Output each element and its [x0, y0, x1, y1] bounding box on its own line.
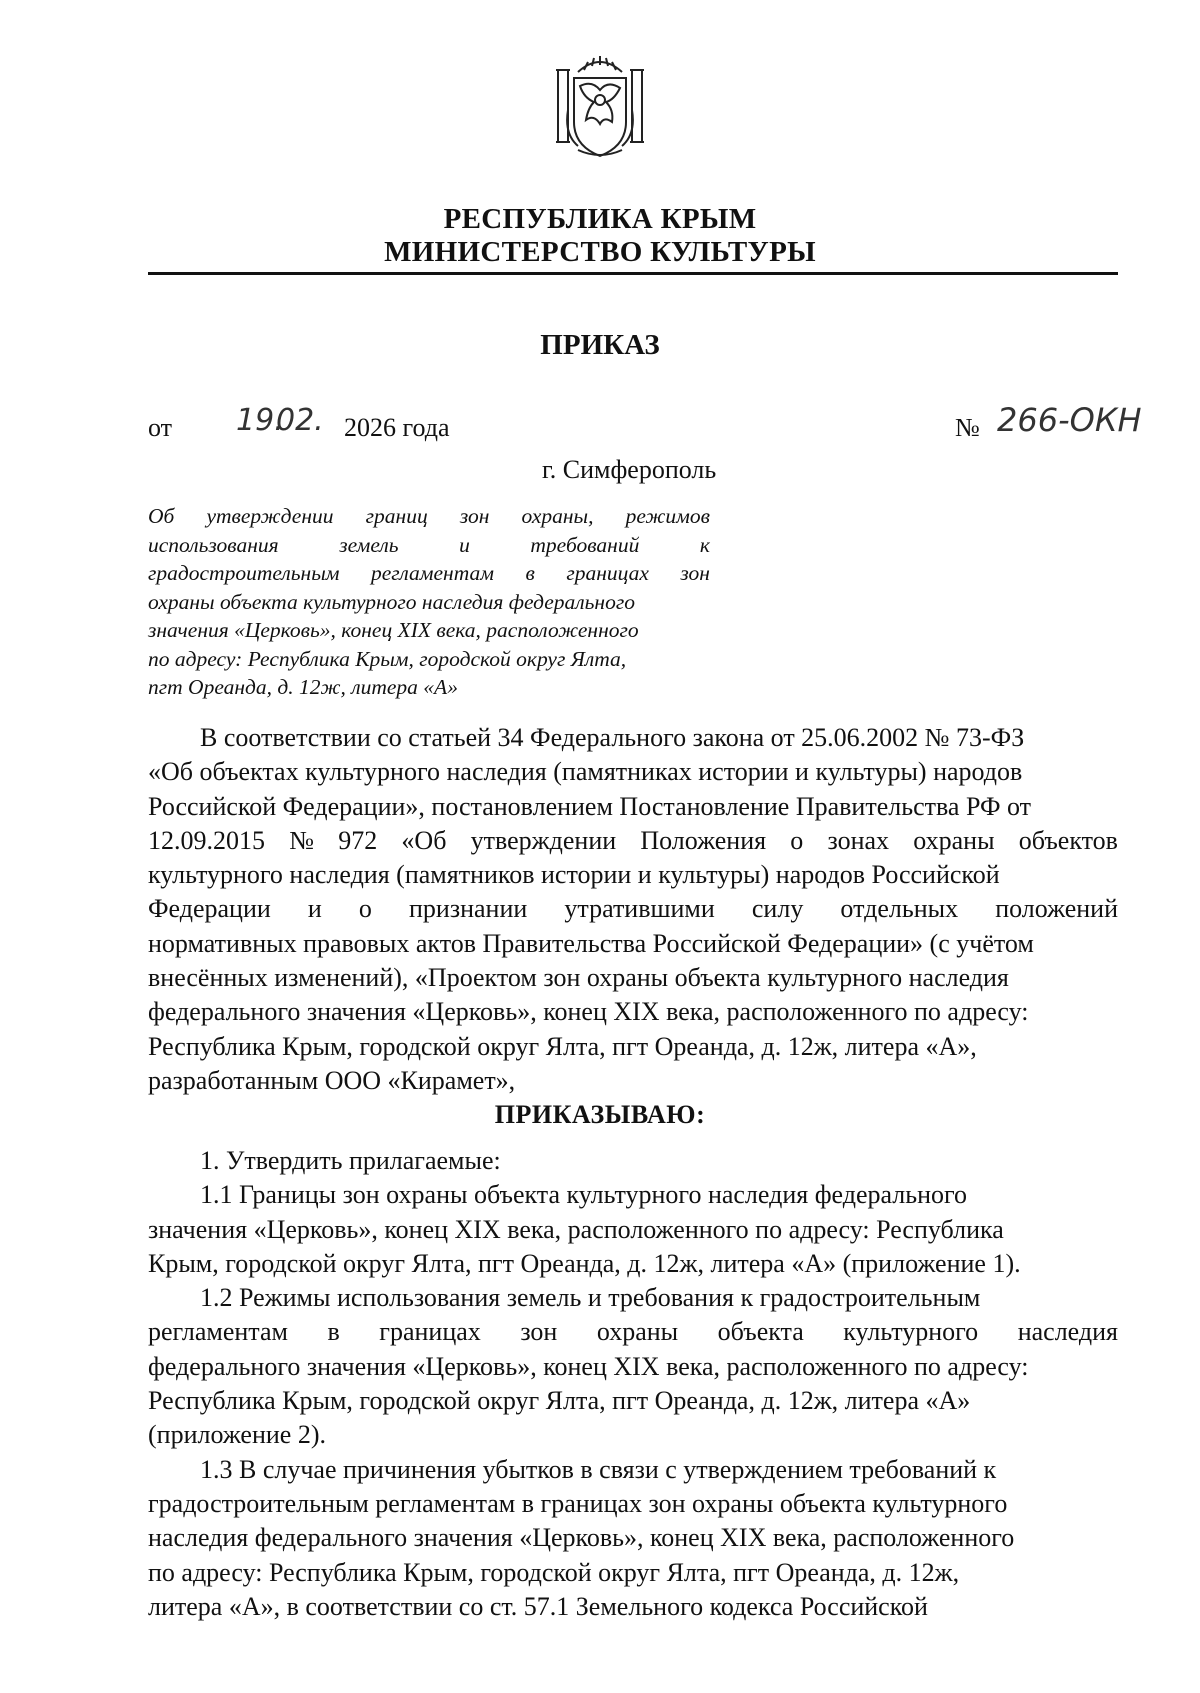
line-text: зонах — [827, 825, 890, 855]
text-line — [148, 1556, 1118, 1590]
line-text: пгт Ореанда, д. 12ж, литера «А» — [148, 675, 458, 699]
line-text: (приложение 2). — [148, 1420, 327, 1450]
text-line — [148, 1521, 1118, 1555]
line-text: Положения — [640, 825, 767, 855]
city-label: г. Симферополь — [542, 455, 717, 484]
line-text: использования — [148, 532, 279, 557]
line-text: в — [327, 1317, 340, 1347]
line-text: наследия федерального значения «Церковь», конец XIX века, расположенного — [148, 1523, 1015, 1553]
line-text: нормативных правовых актов Правительства Российской Федерации» (с учётом — [148, 928, 1034, 958]
year-text: 2026 года — [344, 413, 450, 442]
line-text: Республика Крым, городской округ Ялта, пгт Ореанда, д. 12ж, литера «А», — [148, 1031, 977, 1061]
line-text: Федерации — [148, 894, 271, 924]
line-text: «Об — [401, 825, 447, 855]
line-text: градостроительным — [148, 561, 340, 585]
republic-heading: РЕСПУБЛИКА КРЫМ — [443, 203, 757, 235]
line-text: зон — [459, 504, 490, 528]
line-text: положений — [995, 894, 1118, 924]
from-label: от — [148, 413, 173, 442]
line-text: охраны, — [521, 504, 594, 528]
line-text: в — [525, 561, 535, 585]
line-text: Об — [148, 504, 175, 528]
line-text: регламентам — [370, 561, 494, 585]
text-line — [148, 588, 710, 617]
line-text: Российской Федерации», постановлением Постановление Правительства РФ от — [148, 791, 1032, 821]
line-text: утверждении — [206, 504, 334, 528]
line-text: охраны объекта культурного наследия федерального — [148, 589, 635, 614]
line-text: охраны — [913, 825, 995, 855]
line-text: земель — [339, 532, 399, 557]
line-text: и — [459, 532, 470, 557]
line-text: 1.1 Границы зон охраны объекта культурного наследия федерального — [200, 1180, 968, 1210]
line-text: по адресу: Республика Крым, городской округ Ялта, — [148, 646, 627, 671]
line-text: Крым, городской округ Ялта, пгт Ореанда, д. 12ж, литера «А» (приложение 1). — [148, 1248, 1021, 1278]
text-line — [148, 1418, 1118, 1452]
line-text: зон — [680, 561, 710, 585]
line-text: № — [289, 825, 315, 855]
text-line — [148, 892, 1118, 926]
line-text: охраны — [596, 1317, 679, 1347]
line-text: границ — [365, 504, 428, 528]
line-text: значения «Церковь», конец XIX века, расположенного по адресу: Республика — [148, 1214, 1004, 1244]
line-text: 12.09.2015 — [148, 825, 265, 855]
line-text: внесённых изменений), «Проектом зон охраны объекта культурного наследия — [148, 963, 1009, 993]
text-line — [148, 995, 1118, 1029]
text-line — [148, 531, 710, 560]
text-line — [148, 1315, 1118, 1349]
order-subject — [148, 502, 710, 702]
text-line — [148, 790, 1118, 824]
line-text: «Об объектах культурного наследия (памятниках истории и культуры) народов — [148, 757, 1023, 787]
text-line — [148, 645, 710, 674]
line-text: объекта — [717, 1317, 804, 1347]
text-line — [148, 1030, 1118, 1064]
line-text: о — [790, 825, 804, 855]
line-text: границах — [379, 1317, 481, 1347]
text-line — [148, 1487, 1118, 1521]
line-text: разработанным ООО «Кирамет», — [148, 1065, 516, 1095]
order-title: ПРИКАЗ — [540, 329, 660, 361]
line-text: объектов — [1018, 825, 1118, 855]
line-text: силу — [751, 894, 804, 924]
text-line — [148, 673, 710, 702]
text-line — [148, 1144, 1118, 1178]
coat-of-arms-icon — [548, 50, 652, 162]
line-text: требований — [530, 532, 640, 557]
line-text: 1. Утвердить прилагаемые: — [200, 1146, 501, 1175]
line-text: литера «А», в соответствии со ст. 57.1 Земельного кодекса Российской — [148, 1591, 928, 1621]
text-line — [148, 1281, 1118, 1315]
text-line — [148, 559, 710, 588]
line-text: В соответствии со статьей 34 Федерального закона от 25.06.2002 № 73-ФЗ — [200, 723, 1025, 752]
line-text: градостроительным регламентам в границах зон охраны объекта культурного — [148, 1488, 1008, 1518]
line-text: по адресу: Республика Крым, городской округ Ялта, пгт Ореанда, д. 12ж, — [148, 1557, 960, 1587]
handwritten-day: 19. — [236, 403, 284, 438]
text-line — [148, 616, 710, 645]
text-line — [148, 824, 1118, 858]
text-line — [148, 1213, 1118, 1247]
line-text: культурного — [843, 1317, 979, 1347]
line-text: Республика Крым, городской округ Ялта, пгт Ореанда, д. 12ж, литера «А» — [148, 1386, 971, 1416]
ministry-heading: МИНИСТЕРСТВО КУЛЬТУРЫ — [384, 236, 816, 268]
header-divider — [148, 272, 1118, 275]
text-line — [148, 1064, 1118, 1098]
text-line — [148, 927, 1118, 961]
preamble-paragraph — [148, 721, 1118, 1098]
text-line — [148, 858, 1118, 892]
line-text: федерального значения «Церковь», конец XIX века, расположенного по адресу: — [148, 997, 1029, 1027]
line-text: зон — [520, 1317, 558, 1347]
line-text: отдельных — [840, 894, 959, 924]
text-line — [148, 721, 1118, 755]
line-text: и — [307, 894, 322, 924]
decree-heading: ПРИКАЗЫВАЮ: — [494, 1100, 706, 1129]
line-text: 972 — [338, 825, 378, 855]
text-line — [148, 1350, 1118, 1384]
line-text: значения «Церковь», конец XIX века, расположенного — [148, 618, 639, 642]
line-text: к — [699, 532, 710, 557]
text-line — [148, 1384, 1118, 1418]
line-text: границах — [566, 561, 649, 585]
line-text: утратившими — [564, 894, 715, 924]
handwritten-month: 02. — [276, 403, 324, 438]
line-text: культурного наследия (памятников истории и культуры) народов Российской — [148, 860, 1000, 890]
text-line — [148, 1178, 1118, 1212]
text-line — [148, 755, 1118, 789]
text-line — [148, 502, 710, 531]
line-text: признании — [409, 894, 528, 924]
line-text: 1.3 В случае причинения убытков в связи с утверждением требований к — [200, 1454, 997, 1484]
text-line — [148, 1247, 1118, 1281]
line-text: режимов — [625, 504, 710, 528]
line-text: наследия — [1017, 1317, 1118, 1347]
handwritten-number: 266-ОКН — [997, 401, 1142, 439]
text-line — [148, 1590, 1118, 1624]
decree-items — [148, 1144, 1118, 1624]
line-text: о — [358, 894, 372, 924]
line-text: утверждении — [470, 825, 617, 855]
line-text: федерального значения «Церковь», конец XIX века, расположенного по адресу: — [148, 1351, 1029, 1381]
line-text: 1.2 Режимы использования земель и требования к градостроительным — [200, 1283, 981, 1313]
text-line — [148, 1453, 1118, 1487]
text-line — [148, 961, 1118, 995]
line-text: регламентам — [148, 1317, 288, 1347]
number-sign: № — [955, 413, 980, 442]
